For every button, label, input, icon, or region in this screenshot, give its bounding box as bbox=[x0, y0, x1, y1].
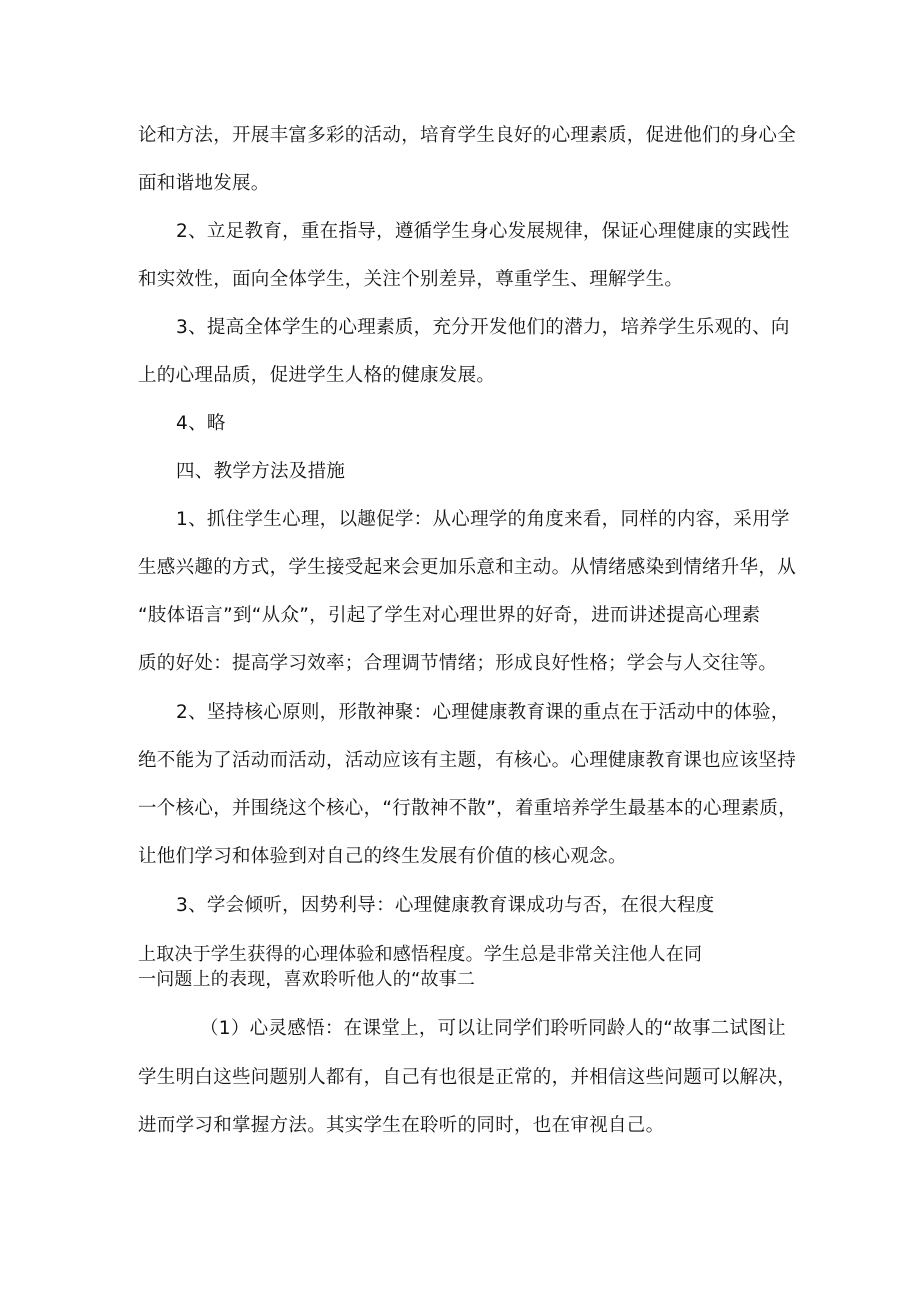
paragraph-line: 一问题上的表现，喜欢聆听他人的“故事二 bbox=[138, 969, 476, 990]
paragraph-line: 上取决于学生获得的心理体验和感悟程度。学生总是非常关注他人在同 bbox=[138, 944, 703, 965]
paragraph-line: 论和方法，开展丰富多彩的活动，培育学生良好的心理素质，促进他们的身心全 bbox=[138, 125, 797, 146]
paragraph-line: 2、立足教育，重在指导，遵循学生身心发展规律，保证心理健康的实践性 bbox=[176, 221, 790, 242]
paragraph-line: “肢体语言”到“从众”，引起了学生对心理世界的好奇，进而讲述提高心理素 bbox=[138, 605, 761, 626]
paragraph-line: （1）心灵感悟：在课堂上，可以让同学们聆听同龄人的“故事二试图让 bbox=[200, 1018, 786, 1039]
paragraph-line: 一个核心，并围绕这个核心，“行散神不散”，着重培养学生最基本的心理素质， bbox=[138, 798, 797, 819]
paragraph-line: 进而学习和掌握方法。其实学生在聆听的同时，也在审视自己。 bbox=[138, 1115, 665, 1136]
paragraph-line: 上的心理品质，促进学生人格的健康发展。 bbox=[138, 365, 496, 386]
paragraph-line: 4、略 bbox=[176, 413, 226, 434]
paragraph-line: 学生明白这些问题别人都有，自己有也很是正常的，并相信这些问题可以解决， bbox=[138, 1067, 797, 1088]
paragraph-line: 1、抓住学生心理，以趣促学：从心理学的角度来看，同样的内容，采用学 bbox=[176, 509, 790, 530]
section-heading: 四、教学方法及措施 bbox=[176, 461, 346, 482]
paragraph-line: 3、提高全体学生的心理素质，充分开发他们的潜力，培养学生乐观的、向 bbox=[176, 317, 790, 338]
paragraph-line: 2、坚持核心原则，形散神聚：心理健康教育课的重点在于活动中的体验， bbox=[176, 702, 790, 723]
paragraph-line: 质的好处：提高学习效率；合理调节情绪；形成良好性格；学会与人交往等。 bbox=[138, 653, 778, 674]
paragraph-line: 绝不能为了活动而活动，活动应该有主题，有核心。心理健康教育课也应该坚持 bbox=[138, 750, 797, 771]
paragraph-line: 面和谐地发展。 bbox=[138, 173, 270, 194]
paragraph-line: 生感兴趣的方式，学生接受起来会更加乐意和主动。从情绪感染到情绪升华，从 bbox=[138, 557, 797, 578]
paragraph-line: 3、学会倾听，因势利导：心理健康教育课成功与否，在很大程度 bbox=[176, 895, 715, 916]
paragraph-line: 和实效性，面向全体学生，关注个别差异，尊重学生、理解学生。 bbox=[138, 269, 684, 290]
paragraph-line: 让他们学习和体验到对自己的终生发展有价值的核心观念。 bbox=[138, 846, 627, 867]
